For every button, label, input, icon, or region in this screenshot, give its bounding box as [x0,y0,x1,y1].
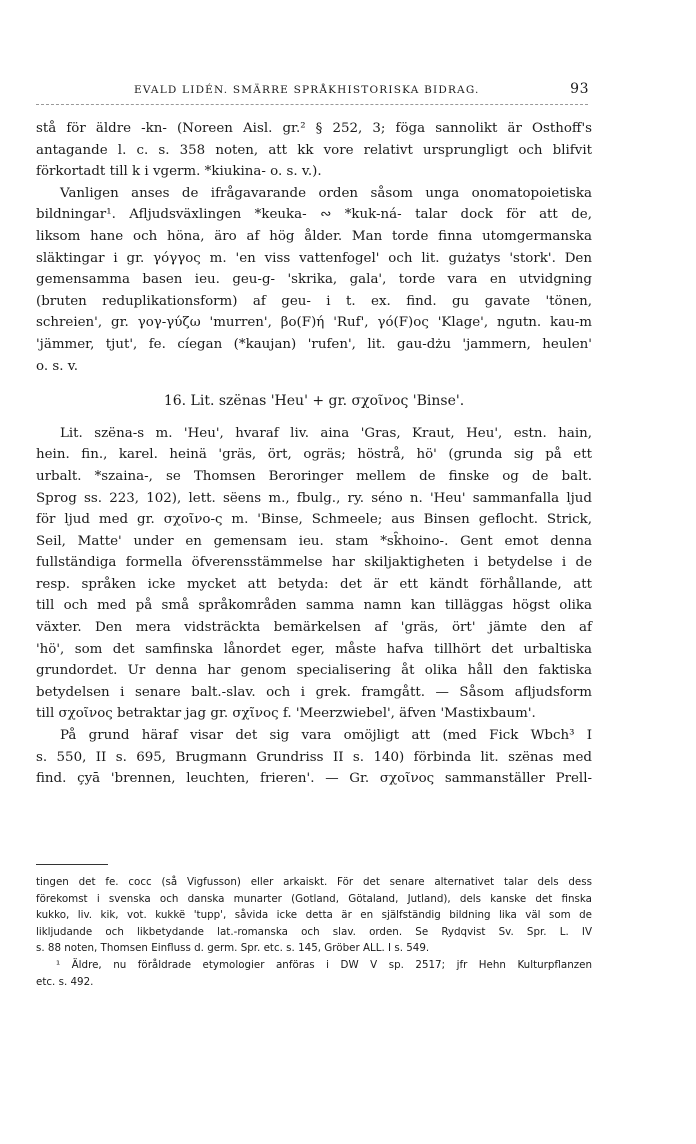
text-line: till och med på små språkområden samma namn kan tilläggas högst olika [36,598,592,614]
footnote-line: förekomst i svenska och danska munarter (Gotland, Götaland, Jutland), dels kanske det finska [36,892,592,905]
text-line: o. s. v. [36,358,78,374]
text-line: liksom hane och höna, äro af hög ålder. Man torde finna utomgermanska [36,228,592,244]
text-line: förkortadt till k i vgerm. *kiukina- o. s. v.). [36,164,322,180]
text-line: betydelsen i senare balt.-slav. och i grek. framgått. — Såsom afljudsform [36,684,592,700]
footnote-line: tingen det fe. cocc (så Vigfusson) eller arkaiskt. För det senare alternativet talar dels dess [36,876,592,888]
text-line: (bruten reduplikationsform) af geu- i t. ex. find. gu gavate 'tönen, [36,293,592,309]
text-line: På grund häraf visar det sig vara omöjligt att (med Fick Wbch³ I [60,728,592,744]
text-line: Seil, Matte' under en gemensam ieu. stam *sk̑hoino-. Gent emot denna [36,533,592,549]
text-line: urbalt. *szaina-, se Thomsen Beroringer mellem de finske og de balt. [36,468,592,484]
text-line: 'hö', som det samfinska lånordet eger, måste hafva tillhört det urbaltiska [36,641,592,657]
text-line: gemensamma basen ieu. geu-g- 'skrika, gala', torde vara en utvidgning [36,272,592,288]
text-line: Lit. szëna-s m. 'Heu', hvaraf liv. aina 'Gras, Kraut, Heu', estn. hain, [60,425,592,441]
text-line: s. 550, II s. 695, Brugmann Grundriss II s. 140) förbinda lit. szënas med [36,749,592,765]
running-head-title: EVALD LIDÉN. SMÄRRE SPRÅKHISTORISKA BIDRAG. [134,84,480,96]
footnote-divider [36,864,108,865]
paragraph-2 [36,183,592,377]
text-line: fullständiga formella öfverensstämmelse har skiljaktigheten i betydelse i de [36,555,592,571]
text-line: grundordet. Ur denna har genom specialisering åt olika håll den faktiska [36,663,592,679]
text-line: resp. språken icke mycket att betyda: det är ett kändt förhållande, att [36,576,592,592]
text-line: Vanligen anses de ifrågavarande orden såsom unga onomatopoietiska [60,185,592,201]
text-line: växter. Den mera vidsträckta bemärkelsen af 'gräs, ört' jämte den af [36,620,592,636]
paragraph-1 [36,118,592,183]
footnote-line: etc. s. 492. [36,975,94,988]
text-line: find. çyā 'brennen, leuchten, frieren'. — Gr. σχοῖνος sammanställer Prell- [36,771,592,787]
text-line: schreien', gr. γογ-γύζω 'murren', βο(F)ή 'Ruf', γό(F)ος 'Klage', ngutn. kau-m [36,315,592,331]
footnotes [36,874,592,990]
page-number: 93 [570,81,589,97]
text-line: för ljud med gr. σχοῖνο-ς m. 'Binse, Schmeele; aus Binsen geflocht. Strick, [36,512,592,528]
footnote-line: ¹ Äldre, nu föråldrade etymologier anföras i DW V sp. 2517; jfr Hehn Kulturpflanzen [56,958,592,971]
footnote-line: s. 88 noten, Thomsen Einfluss d. germ. Spr. etc. s. 145, Gröber ALL. I s. 549. [36,942,430,955]
section-heading: 16. Lit. szënas 'Heu' + gr. σχοῖνος 'Binse'. [163,393,465,410]
footnote-line: likljudande och likbetydande lat.-romanska och slav. orden. Se Rydqvist Sv. Spr. L. IV [36,925,592,938]
text-line: hein. fin., karel. heinä 'gräs, ört, ogräs; höstrå, hö' (grunda sig på ett [36,447,592,463]
text-line: släktingar i gr. γόγγος m. 'en viss vattenfogel' och lit. gużatys 'stork'. Den [36,250,592,266]
text-line: 'jämmer, tjut', fe. cíegan (*kaujan) 'rufen', lit. gau-dżu 'jammern, heulen' [36,336,592,352]
text-line: bildningar¹. Afljudsväxlingen *keuka- ∾ *kuk-ná- talar dock för att de, [36,207,592,223]
footnote-line: kukko, liv. kik, vot. kukkë 'tupp', såvida icke detta är en själfständig bildning lika väl som de [36,909,592,922]
text-line: Sprog ss. 223, 102), lett. sëens m., fbulg., ry. séno n. 'Heu' sammanfalla ljud [36,490,592,506]
paragraph-3 [36,423,592,725]
paragraph-4 [36,725,592,790]
text-line: stå för äldre -kn- (Noreen Aisl. gr.² § 252, 3; föga sannolikt är Osthoff's [36,121,592,136]
text-line: till σχοῖνος betraktar jag gr. σχῖνος f. 'Meerzwiebel', äfven 'Mastixbaum'. [36,706,536,722]
text-line: antagande l. c. s. 358 noten, att kk vore relativt ursprungligt och blifvit [36,142,592,158]
running-head [134,81,589,100]
main-text [36,118,592,790]
header-divider [36,104,588,105]
